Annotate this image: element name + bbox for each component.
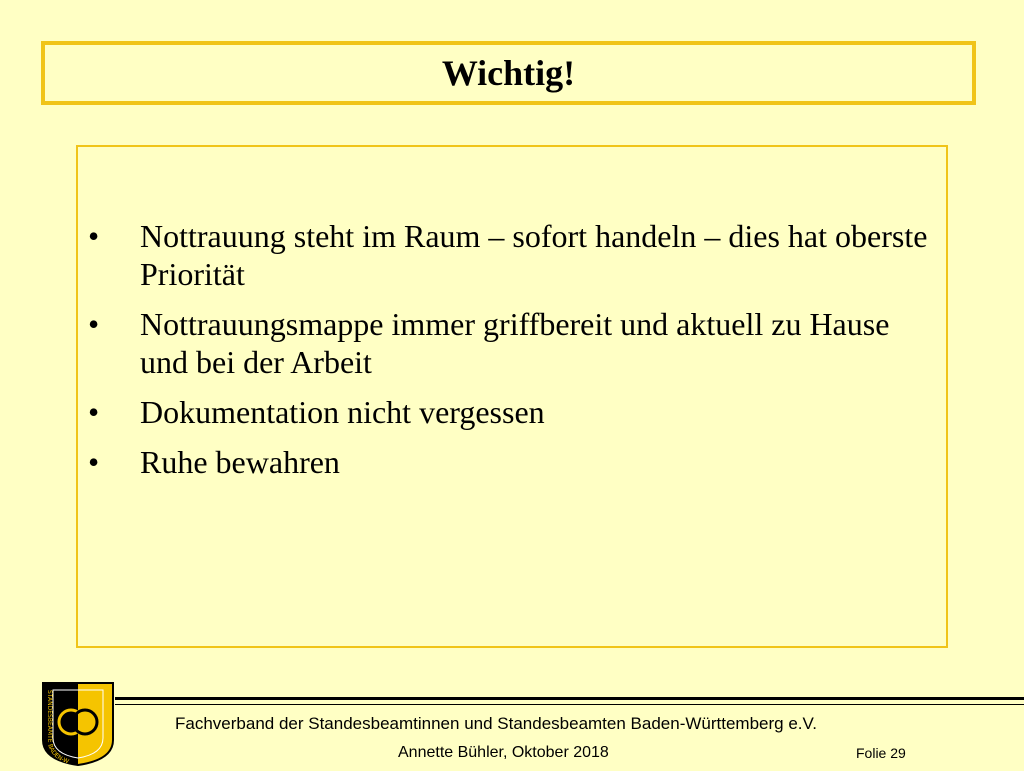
bullet-list bbox=[88, 217, 936, 493]
bullet-item bbox=[88, 393, 936, 431]
footer-organization: Fachverband der Standesbeamtinnen und Standesbeamten Baden-Württemberg e.V. bbox=[175, 714, 818, 733]
bullet-text: Ruhe bewahren bbox=[140, 444, 340, 480]
footer-author-date: Annette Bühler, Oktober 2018 bbox=[398, 744, 609, 761]
footer-slide-number: Folie 29 bbox=[856, 745, 906, 761]
svg-text:STANDESBEAMTE BADEN-WÜRTTEMBER: STANDESBEAMTE BADEN-W bbox=[45, 690, 70, 766]
slide-title: Wichtig! bbox=[441, 53, 576, 93]
bullet-item bbox=[88, 305, 936, 381]
bullet-dot: • bbox=[88, 218, 100, 254]
bullet-dot: • bbox=[88, 394, 100, 430]
bullet-dot: • bbox=[88, 444, 100, 480]
association-logo-icon bbox=[40, 680, 116, 766]
bullet-text: Nottrauungsmappe immer griffbereit und aktuell zu Hause und bei der Arbeit bbox=[140, 306, 890, 380]
bullet-text: Nottrauung steht im Raum – sofort handeln – dies hat oberste Priorität bbox=[140, 218, 928, 292]
title-box bbox=[41, 41, 976, 105]
content-box bbox=[76, 145, 948, 648]
bullet-text: Dokumentation nicht vergessen bbox=[140, 394, 545, 430]
footer-divider-thin bbox=[115, 704, 1024, 705]
bullet-item bbox=[88, 443, 936, 481]
footer-divider-thick bbox=[115, 697, 1024, 700]
bullet-dot: • bbox=[88, 306, 100, 342]
bullet-item bbox=[88, 217, 936, 293]
